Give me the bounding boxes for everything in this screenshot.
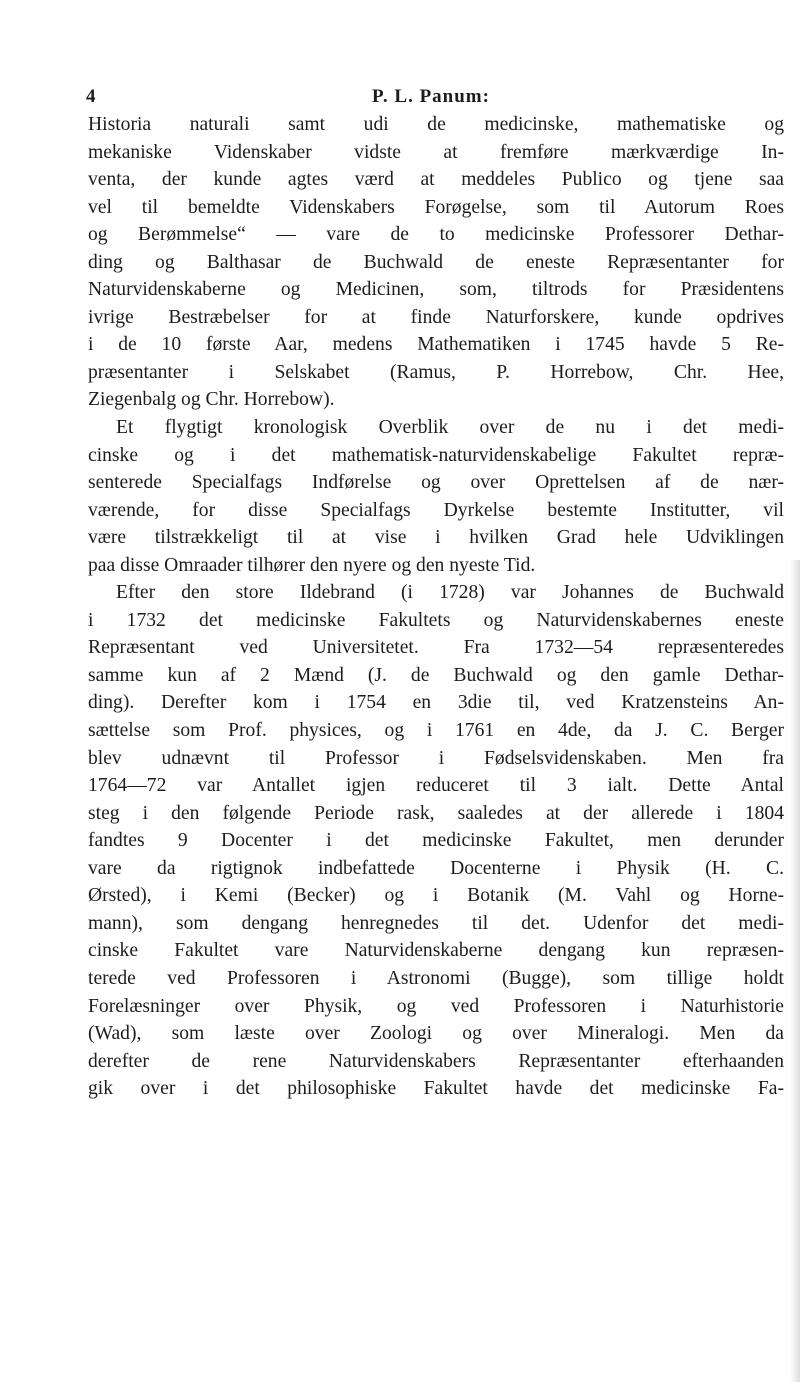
page-edge-shadow [790,560,800,1382]
text-line: paa disse Omraader tilhører den nyere og den nyeste Tid. [88,554,536,576]
text-line: mann), som dengang henregnedes til det. Udenfor det medi- [88,912,784,934]
running-head: P. L. Panum: [372,86,490,107]
body-text [88,111,784,1103]
text-line: i 1732 det medicinske Fakultets og Naturvidenskabernes eneste [88,609,784,631]
text-line: mekaniske Videnskaber vidste at fremføre mærkværdige In- [88,141,784,163]
text-line: Ørsted), i Kemi (Becker) og i Botanik (M. Vahl og Horne- [88,885,784,907]
text-line: Naturvidenskaberne og Medicinen, som, tiltrods for Præsidentens [88,279,784,301]
text-line: og Berømmelse“ — vare de to medicinske Professorer Dethar- [88,224,784,246]
text-line: blev udnævnt til Professor i Fødselsvidenskaben. Men fra [88,747,784,769]
text-line: Ziegenbalg og Chr. Horrebow). [88,389,335,411]
text-line: derefter de rene Naturvidenskabers Repræsentanter efterhaanden [88,1050,784,1072]
text-line: ding). Derefter kom i 1754 en 3die til, ved Kratzensteins An- [88,692,784,714]
text-line: 1764—72 var Antallet igjen reduceret til 3 ialt. Dette Antal [88,775,784,797]
text-line: (Wad), som læste over Zoologi og over Mineralogi. Men da [88,1023,784,1045]
text-line: Et flygtigt kronologisk Overblik over de nu i det medi- [116,417,784,439]
text-line: værende, for disse Specialfags Dyrkelse bestemte Institutter, vil [88,499,784,521]
text-line: vel til bemeldte Videnskabers Forøgelse, som til Autorum Roes [88,196,784,218]
text-line: steg i den følgende Periode rask, saaledes at der allerede i 1804 [88,802,784,824]
text-line: Forelæsninger over Physik, og ved Professoren i Naturhistorie [88,995,784,1017]
text-line: gik over i det philosophiske Fakultet havde det medicinske Fa- [88,1078,784,1100]
text-line: Repræsentant ved Universitetet. Fra 1732—54 repræsenteredes [88,637,784,659]
text-line: Historia naturali samt udi de medicinske, mathematiske og [88,114,784,135]
text-line: sættelse som Prof. physices, og i 1761 en 4de, da J. C. Berger [88,720,784,742]
text-line: samme kun af 2 Mænd (J. de Buchwald og den gamle Dethar- [88,664,784,686]
text-line: præsentanter i Selskabet (Ramus, P. Horrebow, Chr. Hee, [88,361,784,383]
text-line: ding og Balthasar de Buchwald de eneste Repræsentanter for [88,251,784,273]
text-line: i de 10 første Aar, medens Mathematiken i 1745 havde 5 Re- [88,334,784,356]
text-line: være tilstrækkeligt til at vise i hvilken Grad hele Udviklingen [88,527,784,549]
text-line: ivrige Bestræbelser for at finde Naturforskere, kunde opdrives [88,306,784,328]
text-line: Efter den store Ildebrand (i 1728) var Johannes de Buchwald [116,582,784,604]
text-line: vare da rigtignok indbefattede Docenterne i Physik (H. C. [88,857,784,879]
text-line: cinske Fakultet vare Naturvidenskaberne dengang kun repræsen- [88,940,784,962]
text-line: cinske og i det mathematisk-naturvidenskabelige Fakultet repræ- [88,444,784,466]
text-line: venta, der kunde agtes værd at meddeles Publico og tjene saa [88,169,784,191]
text-line: senterede Specialfags Indførelse og over Oprettelsen af de nær- [88,472,784,494]
text-line: fandtes 9 Docenter i det medicinske Fakultet, men derunder [88,830,784,852]
text-line: terede ved Professoren i Astronomi (Bugge), som tillige holdt [88,967,784,989]
page-number: 4 [86,86,96,107]
